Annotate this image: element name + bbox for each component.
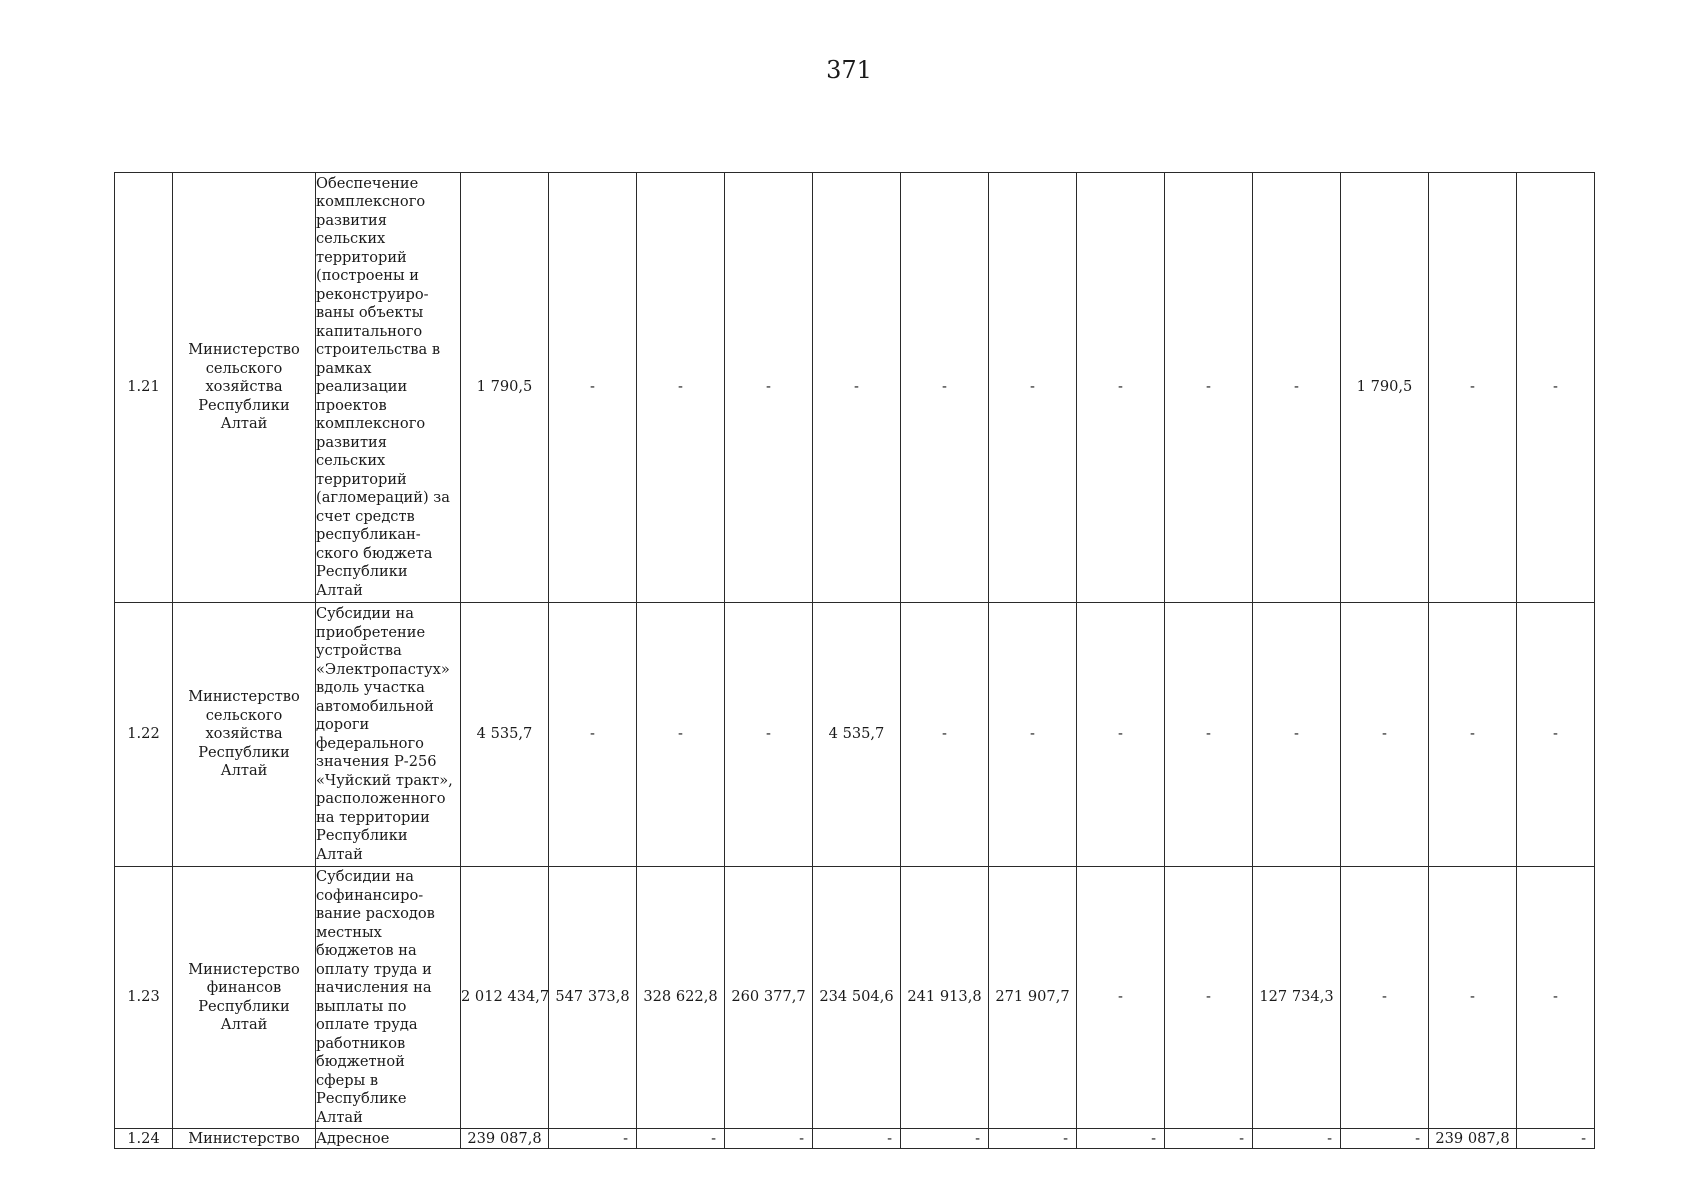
text-line: вание расходов — [316, 905, 435, 922]
year-amount-cell: - — [725, 1129, 813, 1149]
row-number: 1.23 — [115, 867, 173, 1129]
year-amount-cell: - — [813, 173, 901, 603]
text-line: развития — [316, 433, 387, 451]
text-line: сельских — [316, 452, 386, 470]
year-amount-cell: - — [637, 173, 725, 603]
year-amount-cell: - — [1165, 867, 1253, 1129]
year-amount-cell: - — [1077, 173, 1165, 603]
text-line: дороги — [316, 716, 370, 733]
text-line: Республики — [198, 997, 290, 1015]
year-amount-cell: 4 535,7 — [813, 603, 901, 867]
measure-description — [316, 867, 461, 1129]
measure-description — [316, 1129, 461, 1149]
year-amount-cell: - — [901, 603, 989, 867]
text-line: комплексного — [316, 415, 426, 433]
text-line: сельских — [316, 230, 386, 248]
year-amount-cell: - — [637, 603, 725, 867]
text-line: рамках — [316, 359, 372, 377]
text-line: бюджетов на — [316, 942, 417, 959]
total-amount-cell: 1 790,5 — [461, 173, 549, 603]
year-amount-cell: - — [1165, 1129, 1253, 1149]
year-amount-cell: - — [1077, 1129, 1165, 1149]
page-number: 371 — [826, 56, 872, 84]
text-line: местных — [316, 923, 382, 941]
text-line: финансов — [206, 979, 282, 996]
text-line: реконструиро- — [316, 285, 429, 303]
row-number: 1.21 — [115, 173, 173, 603]
table-row — [115, 1129, 1595, 1149]
text-line: на территории — [316, 808, 430, 826]
text-line: оплату труда и — [316, 960, 432, 978]
year-amount-cell: 547 373,8 — [549, 867, 637, 1129]
text-line: федерального — [316, 734, 424, 752]
text-line: выплаты по — [316, 997, 407, 1015]
text-line: Министерство — [188, 688, 300, 706]
row-number: 1.22 — [115, 603, 173, 867]
text-line: работников — [316, 1034, 406, 1052]
text-line: Алтай — [316, 845, 363, 863]
measure-description — [316, 173, 461, 603]
text-line: сельского — [205, 706, 283, 724]
year-amount-cell: 239 087,8 — [1429, 1129, 1517, 1149]
text-line: Алтай — [316, 581, 363, 599]
text-line: оплате труда — [316, 1016, 418, 1033]
text-line: начисления на — [316, 979, 432, 996]
year-amount-cell: 328 622,8 — [637, 867, 725, 1129]
text-line: строительства в — [316, 341, 441, 359]
year-amount-cell: 241 913,8 — [901, 867, 989, 1129]
text-line: значения Р-256 — [316, 753, 437, 770]
text-line: (построены и — [316, 267, 419, 285]
text-line: реализации — [316, 378, 408, 396]
text-line: автомобильной — [316, 697, 434, 715]
year-amount-cell: - — [725, 173, 813, 603]
year-amount-cell: - — [901, 173, 989, 603]
year-amount-cell: - — [1253, 603, 1341, 867]
year-amount-cell: - — [1165, 603, 1253, 867]
text-line: сельского — [205, 359, 283, 377]
text-line: счет средств — [316, 507, 415, 525]
year-amount-cell: - — [549, 173, 637, 603]
text-line: капитального — [316, 322, 423, 340]
text-line: Министерство — [188, 960, 300, 978]
text-line: Адресное — [316, 1129, 390, 1147]
year-amount-cell: - — [637, 1129, 725, 1149]
year-amount-cell: - — [1429, 173, 1517, 603]
year-amount-cell: - — [1517, 173, 1595, 603]
text-line: Алтай — [220, 762, 268, 780]
text-line: Алтай — [316, 1108, 363, 1126]
text-line: хозяйства — [205, 725, 283, 743]
year-amount-cell: - — [989, 1129, 1077, 1149]
year-amount-cell: - — [1077, 867, 1165, 1129]
total-amount-cell: 4 535,7 — [461, 603, 549, 867]
text-line: вдоль участка — [316, 679, 425, 696]
text-line: Министерство — [188, 1129, 300, 1147]
text-line: территорий — [316, 470, 407, 488]
text-line: проектов — [316, 396, 387, 414]
year-amount-cell: - — [1517, 603, 1595, 867]
text-line: Министерство — [188, 341, 300, 359]
text-line: (агломераций) за — [316, 489, 450, 507]
text-line: «Электропастух» — [316, 660, 450, 678]
text-line: Республики — [316, 827, 408, 844]
year-amount-cell: - — [1341, 867, 1429, 1129]
text-line: Республики — [198, 396, 290, 414]
year-amount-cell: - — [549, 1129, 637, 1149]
text-line: Республики — [198, 743, 290, 761]
year-amount-cell: - — [813, 1129, 901, 1149]
row-number: 1.24 — [115, 1129, 173, 1149]
year-amount-cell: 1 790,5 — [1341, 173, 1429, 603]
year-amount-cell: - — [549, 603, 637, 867]
total-amount-cell: 239 087,8 — [461, 1129, 549, 1149]
budget-table — [114, 172, 1595, 1149]
text-line: приобретение — [316, 623, 426, 641]
table-row — [115, 867, 1595, 1129]
text-line: республикан- — [316, 526, 421, 544]
year-amount-cell: 271 907,7 — [989, 867, 1077, 1129]
text-line: территорий — [316, 248, 407, 266]
table-row — [115, 173, 1595, 603]
text-line: устройства — [316, 642, 402, 659]
year-amount-cell: - — [1253, 1129, 1341, 1149]
text-line: Алтай — [220, 415, 268, 433]
text-line: расположенного — [316, 790, 446, 807]
year-amount-cell: - — [725, 603, 813, 867]
year-amount-cell: - — [1429, 603, 1517, 867]
year-amount-cell: - — [989, 173, 1077, 603]
year-amount-cell: - — [1517, 867, 1595, 1129]
text-line: софинансиро- — [316, 886, 424, 904]
table-row — [115, 603, 1595, 867]
year-amount-cell: - — [1341, 603, 1429, 867]
year-amount-cell: - — [1077, 603, 1165, 867]
text-line: «Чуйский тракт», — [316, 771, 453, 789]
responsible-organization — [173, 1129, 316, 1149]
text-line: хозяйства — [205, 378, 283, 396]
responsible-organization — [173, 867, 316, 1129]
total-amount-cell: 2 012 434,7 — [461, 867, 549, 1129]
year-amount-cell: - — [901, 1129, 989, 1149]
responsible-organization — [173, 173, 316, 603]
year-amount-cell: 260 377,7 — [725, 867, 813, 1129]
text-line: Субсидии на — [316, 605, 414, 622]
text-line: сферы в — [316, 1071, 379, 1089]
text-line: бюджетной — [316, 1053, 405, 1070]
text-line: Субсидии на — [316, 868, 414, 885]
text-line: Республике — [316, 1090, 407, 1107]
text-line: Обеспечение — [316, 174, 419, 192]
text-line: развития — [316, 211, 387, 229]
year-amount-cell: 127 734,3 — [1253, 867, 1341, 1129]
year-amount-cell: - — [1517, 1129, 1595, 1149]
year-amount-cell: - — [1341, 1129, 1429, 1149]
year-amount-cell: - — [1165, 173, 1253, 603]
year-amount-cell: - — [989, 603, 1077, 867]
responsible-organization — [173, 603, 316, 867]
measure-description — [316, 603, 461, 867]
year-amount-cell: - — [1253, 173, 1341, 603]
text-line: Алтай — [220, 1016, 268, 1033]
text-line: ского бюджета — [316, 544, 433, 562]
text-line: комплексного — [316, 193, 426, 211]
text-line: Республики — [316, 563, 408, 581]
year-amount-cell: 234 504,6 — [813, 867, 901, 1129]
year-amount-cell: - — [1429, 867, 1517, 1129]
text-line: ваны объекты — [316, 304, 424, 322]
